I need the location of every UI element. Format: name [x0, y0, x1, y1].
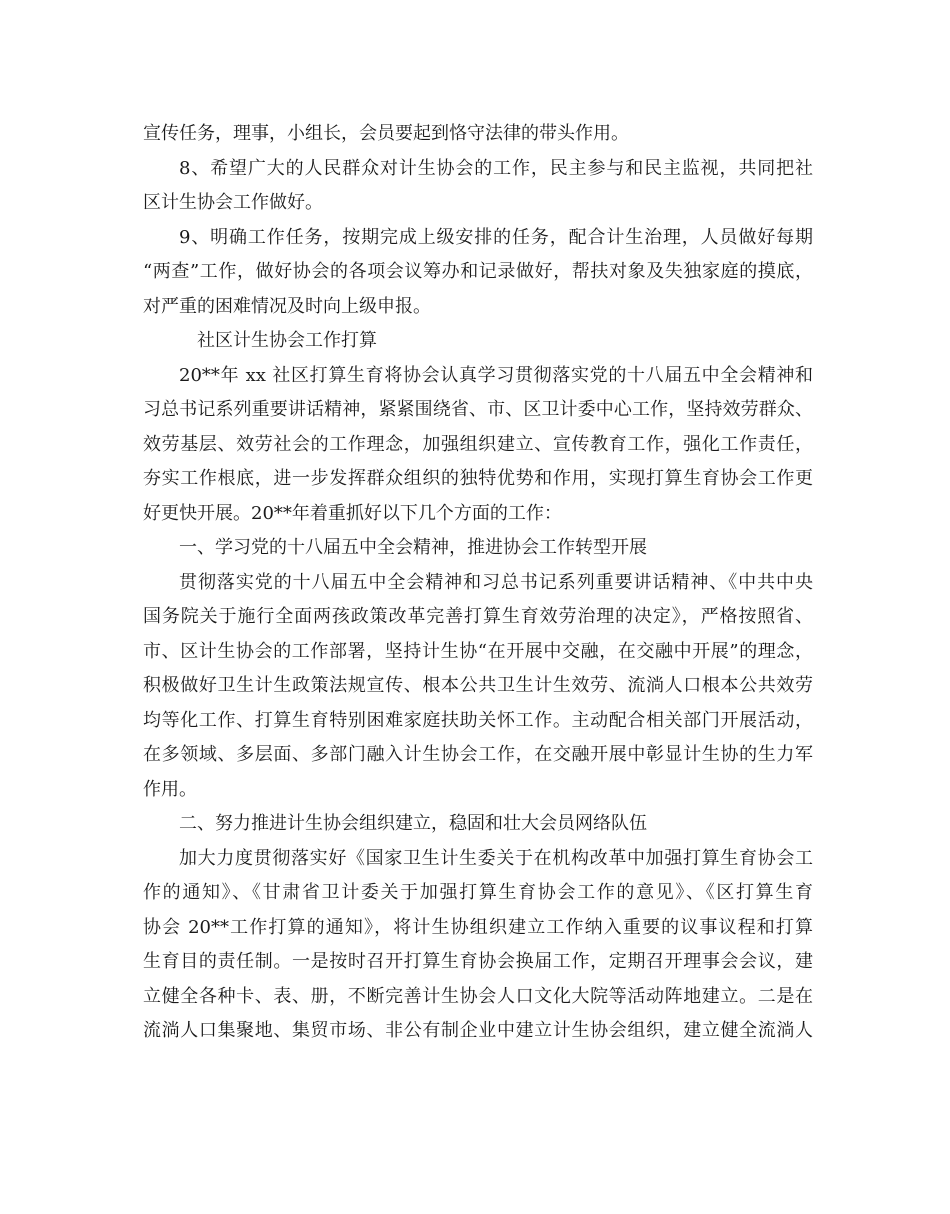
text-line: 20**年 xx 社区打算生育将协会认真学习贯彻落实党的十八届五中全会精神和 — [179, 364, 813, 386]
text-line: 宣传任务，理事，小组长，会员要起到恪守法律的带头作用。 — [143, 123, 629, 144]
text-line: 生育目的责任制。一是按时召开打算生育协会换届工作，定期召开理事会会议，建 — [143, 951, 813, 972]
text-line: 好更快开展。20**年着重抓好以下几个方面的工作： — [143, 502, 562, 524]
text-line: 8、希望广大的人民群众对计生协会的工作，民主参与和民主监视，共同把社 — [179, 157, 813, 179]
text-line: 效劳基层、效劳社会的工作理念，加强组织建立、宣传教育工作，强化工作责任， — [143, 433, 813, 455]
text-line: 流淌人口集聚地、集贸市场、非公有制企业中建立计生协会组织，建立健全流淌人 — [143, 1020, 813, 1041]
text-line: 加大力度贯彻落实好《国家卫生计生委关于在机构改革中加强打算生育协会工 — [179, 847, 813, 869]
text-line: 9、明确工作任务，按期完成上级安排的任务，配合计生治理，人员做好每期 — [179, 226, 813, 248]
text-line: “两查”工作，做好协会的各项会议筹办和记录做好，帮扶对象及失独家庭的摸底， — [143, 261, 813, 282]
text-line: 均等化工作、打算生育特别困难家庭扶助关怀工作。主动配合相关部门开展活动， — [143, 709, 813, 731]
document-page — [143, 117, 813, 1049]
text-line: 夯实工作根底，进一步发挥群众组织的独特优势和作用，实现打算生育协会工作更 — [143, 468, 813, 489]
text-line: 对严重的困难情况及时向上级申报。 — [143, 295, 431, 317]
text-line: 协会 20**工作打算的通知》，将计生协组织建立工作纳入重要的议事议程和打算 — [143, 916, 813, 938]
text-line: 作的通知》、《甘肃省卫计委关于加强打算生育协会工作的意见》、《区打算生育 — [143, 882, 813, 903]
text-line: 积极做好卫生计生政策法规宣传、根本公共卫生计生效劳、流淌人口根本公共效劳 — [143, 675, 813, 696]
text-line: 贯彻落实党的十八届五中全会精神和习总书记系列重要讲话精神、《中共中央 — [179, 571, 813, 593]
section-title: 社区计生协会工作打算 — [197, 330, 377, 351]
text-line: 作用。 — [143, 778, 197, 800]
text-line: 市、区计生协会的工作部署，坚持计生协“在开展中交融，在交融中开展”的理念， — [143, 640, 813, 662]
text-line: 区计生协会工作做好。 — [143, 192, 323, 213]
section-heading: 二、努力推进计生协会组织建立，稳固和壮大会员网络队伍 — [179, 813, 647, 834]
text-line: 立健全各种卡、表、册，不断完善计生协会人口文化大院等活动阵地建立。二是在 — [143, 985, 813, 1007]
text-line: 习总书记系列重要讲话精神，紧紧围绕省、市、区卫计委中心工作，坚持效劳群众、 — [143, 399, 813, 420]
text-line: 国务院关于施行全面两孩政策改革完善打算生育效劳治理的决定》，严格按照省、 — [143, 606, 813, 627]
text-line: 在多领域、多层面、多部门融入计生协会工作，在交融开展中彰显计生协的生力军 — [143, 744, 813, 765]
section-heading: 一、学习党的十八届五中全会精神，推进协会工作转型开展 — [179, 537, 647, 558]
